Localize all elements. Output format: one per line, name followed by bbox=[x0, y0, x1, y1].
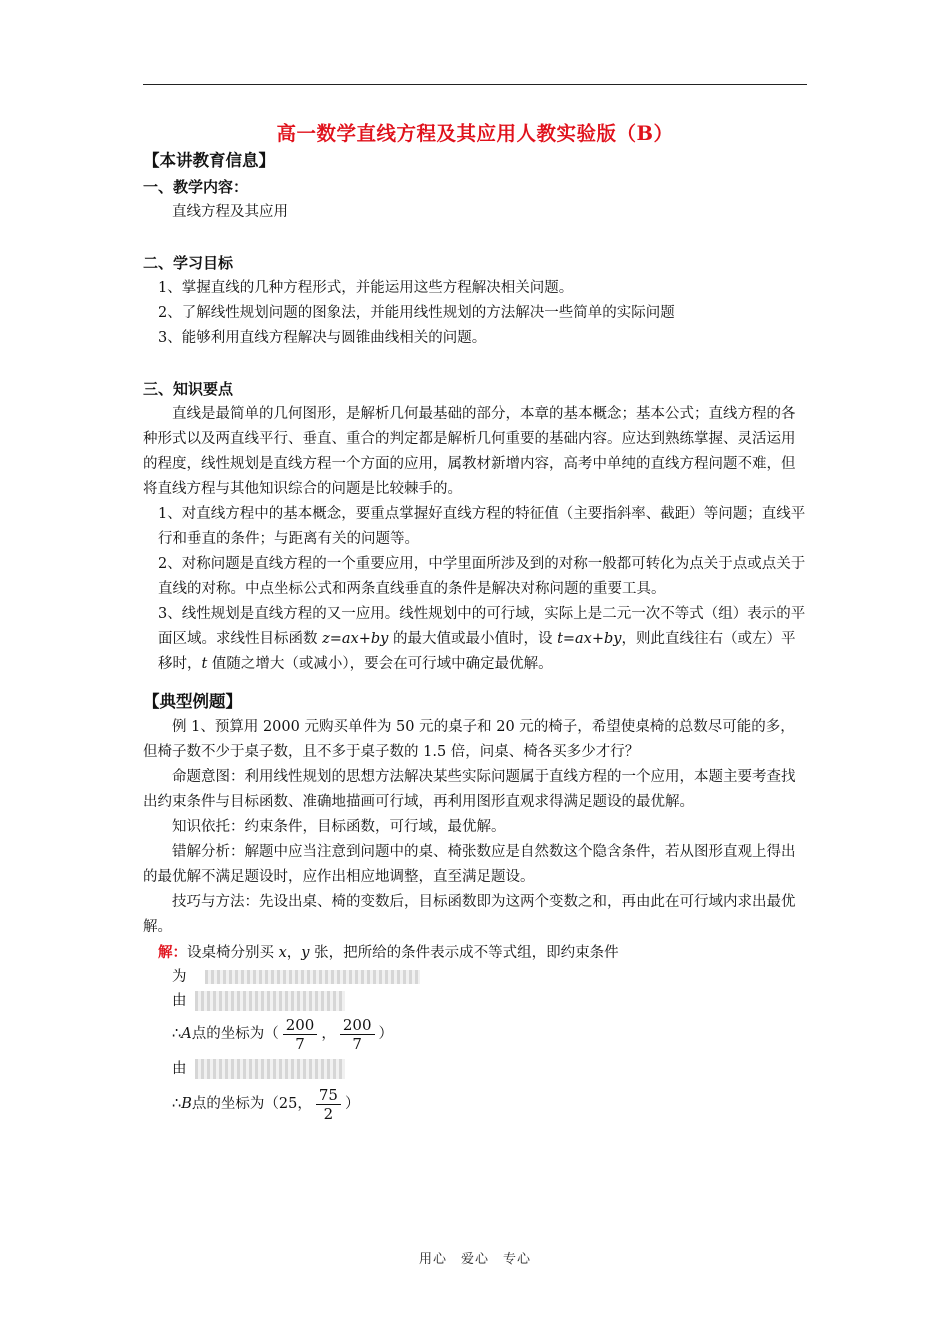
header-rule bbox=[143, 84, 807, 85]
fraction-x: $\frac{200}{7}$ bbox=[283, 1016, 318, 1053]
document-body bbox=[143, 120, 807, 1124]
section3-heading: 三、知识要点 bbox=[143, 380, 234, 398]
equation-system-a-image bbox=[195, 991, 345, 1011]
section2-heading: 二、学习目标 bbox=[143, 254, 234, 272]
point-a-coordinates: ∴A点的坐标为（ $\frac{200}{7}$ ， $\frac{200}{7}$ ） bbox=[172, 1015, 393, 1053]
solution-label: 解： bbox=[158, 944, 187, 961]
fraction-b-y: $\frac{75}{2}$ bbox=[316, 1086, 341, 1123]
solve-b-row: 由 bbox=[143, 1054, 807, 1084]
knowledge-point: 1、对直线方程中的基本概念，要重点掌握好直线方程的特征值（主要指斜率、截距）等问题；直线平行和垂直的条件；与距离有关的问题等。 bbox=[158, 506, 806, 547]
solve-a-row: 由 bbox=[143, 988, 807, 1014]
formula-z: z=ax+by bbox=[322, 631, 389, 647]
fraction-y: $\frac{200}{7}$ bbox=[340, 1016, 375, 1053]
example-intent: 命题意图：利用线性规划的思想方法解决某些实际问题属于直线方程的一个应用，本题主要考查找出约束条件与目标函数、准确地描画可行域，再利用图形直观求得满足题设的最优解。 bbox=[143, 769, 796, 810]
example-method: 技巧与方法：先设出桌、椅的变数后，目标函数即为这两个变数之和，再由此在可行域内求出最优解。 bbox=[143, 894, 796, 935]
goal-item: 2、了解线性规划问题的图象法，并能用线性规划的方法解决一些简单的实际问题 bbox=[158, 305, 675, 321]
constraint-row: 为 bbox=[143, 966, 807, 988]
knowledge-point: 3、线性规划是直线方程的又一应用。线性规划中的可行域，实际上是二元一次不等式（组）表示的平面区域。求线性目标函数 z=ax+by 的最大值或最小值时，设 t=ax+by，则此直线往右（或左）平移时，t 值随之增大（或减小），要会在可行域中确定最优解。 bbox=[158, 606, 806, 672]
examples-heading: 【典型例题】 bbox=[143, 692, 242, 711]
goal-item: 3、能够利用直线方程解决与圆锥曲线相关的问题。 bbox=[158, 330, 487, 346]
constraint-system-image bbox=[205, 970, 420, 984]
solution-line: 解：设桌椅分别买 x，y 张，把所给的条件表示成不等式组，即约束条件 bbox=[158, 944, 619, 961]
point-b-coordinates: ∴B点的坐标为（25， $\frac{75}{2}$ ） bbox=[172, 1085, 360, 1123]
example-basis: 知识依托：约束条件，目标函数，可行域，最优解。 bbox=[172, 819, 506, 835]
example-1: 例 1、预算用 2000 元购买单件为 50 元的桌子和 20 元的椅子，希望使桌椅的总数尽可能的多，但椅子数不少于桌子数，且不多于桌子数的 1.5 倍，问桌、椅各买多少才行？ bbox=[143, 719, 795, 760]
knowledge-intro: 直线是最简单的几何图形，是解析几何最基础的部分，本章的基本概念；基本公式；直线方程的各种形式以及两直线平行、垂直、重合的判定都是解析几何重要的基础内容。应达到熟练掌握、灵活运用的程度，线性规划是直线方程一个方面的应用，属教材新增内容，高考中单纯的直线方程问题不难，但将直线方程与其他知识综合的问题是比较棘手的。 bbox=[143, 406, 796, 497]
info-header: 【本讲教育信息】 bbox=[143, 151, 275, 170]
example-error: 错解分析：解题中应当注意到问题中的桌、椅张数应是自然数这个隐含条件，若从图形直观上得出的最优解不满足题设时，应作出相应地调整，直至满足题设。 bbox=[143, 844, 796, 885]
section1-heading: 一、教学内容： bbox=[143, 178, 249, 196]
formula-t: t=ax+by bbox=[557, 631, 622, 647]
equation-system-b-image bbox=[195, 1059, 345, 1079]
goal-item: 1、掌握直线的几种方程形式，并能运用这些方程解决相关问题。 bbox=[158, 280, 574, 296]
page-footer: 用心 爱心 专心 bbox=[418, 1252, 531, 1267]
section1-content: 直线方程及其应用 bbox=[172, 204, 288, 220]
knowledge-point: 2、对称问题是直线方程的一个重要应用，中学里面所涉及到的对称一般都可转化为点关于点或点关于直线的对称。中点坐标公式和两条直线垂直的条件是解决对称问题的重要工具。 bbox=[158, 556, 806, 597]
document-title: 高一数学直线方程及其应用人教实验版（B） bbox=[276, 122, 674, 145]
